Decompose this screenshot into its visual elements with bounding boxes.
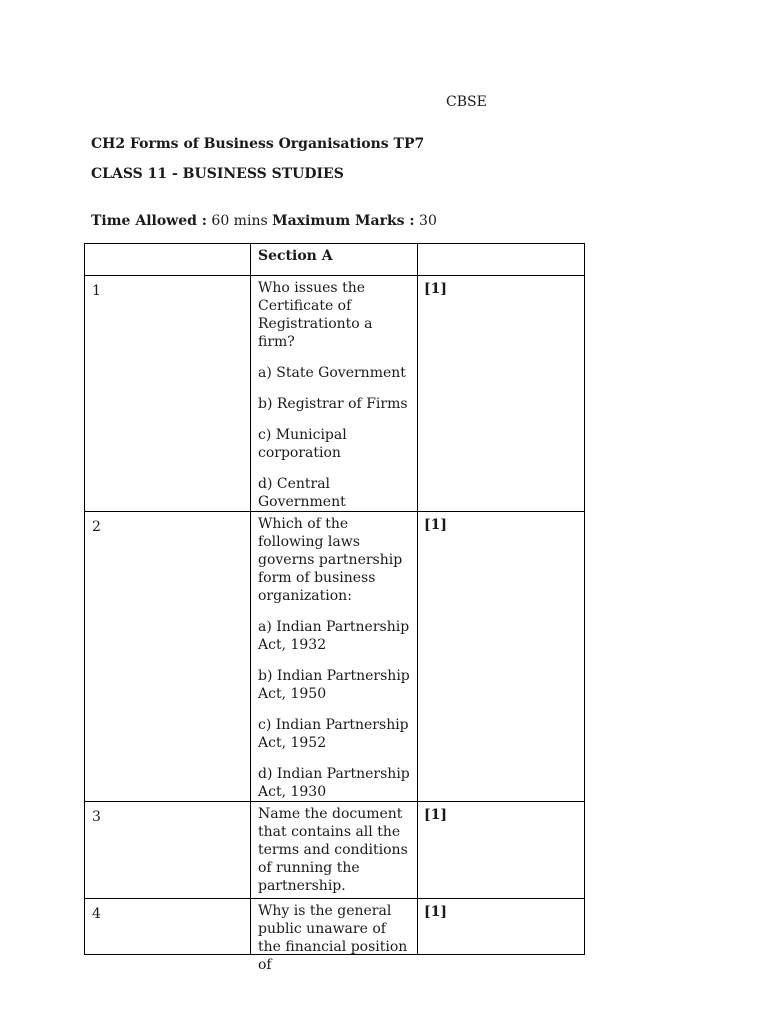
exam-meta: [91, 213, 437, 229]
option-c: c) Municipal corporation: [258, 427, 347, 461]
question-table: [84, 243, 585, 973]
option-b: b) Indian Partnership Act, 1950: [258, 668, 410, 702]
question-marks: [1]: [424, 904, 447, 920]
board-label: CBSE: [446, 94, 487, 110]
option-b: b) Registrar of Firms: [258, 396, 408, 412]
section-header-num-cell: [85, 244, 251, 276]
table-row: [85, 802, 585, 899]
question-text: Name the document that contains all the terms and conditions of running the partnership.: [258, 806, 408, 894]
question-number: 3: [92, 809, 101, 825]
option-d: d) Central Government: [258, 476, 346, 510]
section-title: Section A: [258, 248, 333, 264]
table-row: [85, 899, 585, 955]
table-row: [85, 512, 585, 802]
option-a: a) State Government: [258, 365, 406, 381]
question-marks: [1]: [424, 281, 447, 297]
section-header-row: [85, 244, 585, 276]
option-a: a) Indian Partnership Act, 1932: [258, 619, 410, 653]
question-number: 1: [92, 283, 101, 299]
table-row: [85, 276, 585, 512]
section-header-marks-cell: [418, 244, 585, 276]
question-cell: [251, 512, 417, 801]
option-c: c) Indian Partnership Act, 1952: [258, 717, 409, 751]
time-allowed-value: 60 mins: [211, 213, 268, 229]
question-text: Why is the general public unaware of the financial position of: [258, 903, 408, 973]
question-number: 4: [92, 906, 101, 922]
time-allowed-label: Time Allowed :: [91, 213, 207, 229]
maximum-marks-label: Maximum Marks :: [272, 213, 415, 229]
question-marks: [1]: [424, 517, 447, 533]
question-cell: [251, 802, 417, 895]
maximum-marks-value: 30: [419, 213, 437, 229]
question-marks: [1]: [424, 807, 447, 823]
question-text: Which of the following laws governs partnership form of business organization:: [258, 516, 403, 604]
document-title: CH2 Forms of Business Organisations TP7: [91, 136, 425, 152]
question-text: Who issues the Certificate of Registrationto a firm?: [258, 280, 373, 350]
question-cell: [251, 899, 417, 973]
question-cell: [251, 276, 417, 511]
document-subtitle: CLASS 11 - BUSINESS STUDIES: [91, 166, 344, 182]
question-number: 2: [92, 519, 101, 535]
section-header-title-cell: [251, 244, 418, 276]
option-d: d) Indian Partnership Act, 1930: [258, 766, 410, 800]
